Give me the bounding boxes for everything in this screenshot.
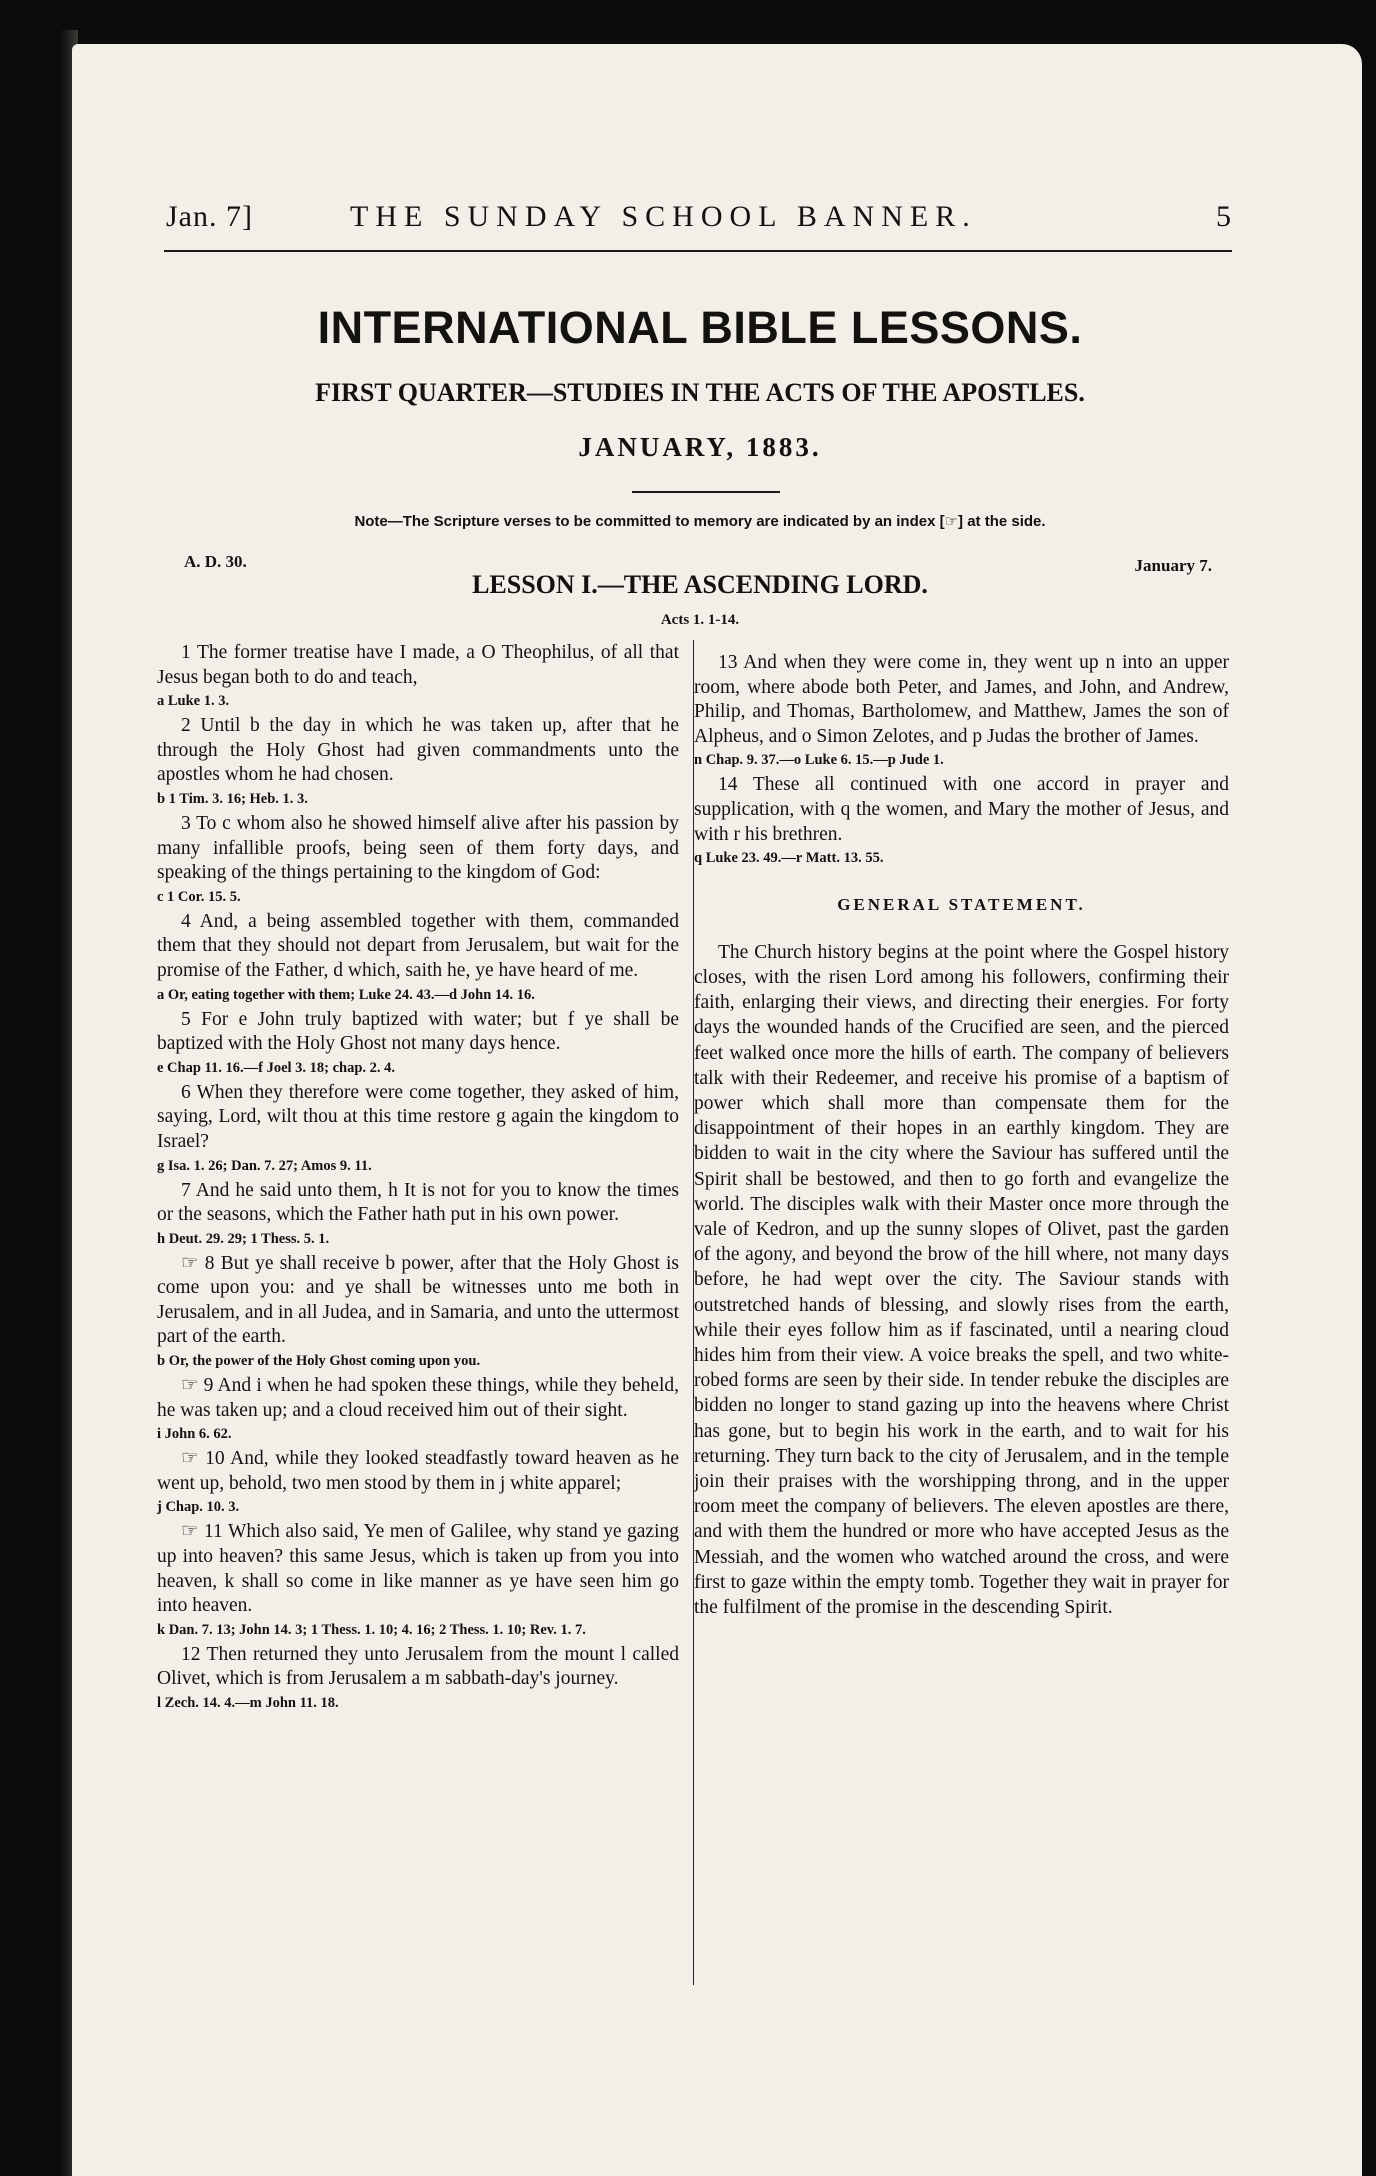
verse-cross-reference: n Chap. 9. 37.—o Luke 6. 15.—p Jude 1. — [694, 752, 944, 769]
verse-cross-reference: i John 6. 62. — [157, 1426, 232, 1443]
verse: 5 For e John truly baptized with water; but f ye shall be baptized with the Holy Ghost not many days hence. — [157, 1008, 679, 1055]
general-statement — [694, 940, 1229, 1620]
verse-cross-reference: b Or, the power of the Holy Ghost coming upon you. — [157, 1353, 481, 1370]
main-title: INTERNATIONAL BIBLE LESSONS. — [317, 302, 1083, 353]
verse-cross-reference: h Deut. 29. 29; 1 Thess. 5. 1. — [157, 1230, 330, 1247]
verse-cross-reference: a Luke 1. 3. — [157, 693, 230, 710]
header-periodical-title: THE SUNDAY SCHOOL BANNER. — [350, 200, 977, 233]
header-date: Jan. 7] — [166, 200, 253, 233]
verse-cross-reference: a Or, eating together with them; Luke 24. 43.—d John 14. 16. — [157, 986, 535, 1003]
verse: 1 The former treatise have I made, a O Theophilus, of all that Jesus began both to do and teach, — [157, 642, 679, 688]
anno-domini: A. D. 30. — [184, 552, 247, 571]
verse: ☞ 11 Which also said, Ye men of Galilee, why stand ye gazing up into heaven? this same Jesus, which is taken up from you into heaven, k shall so come in like manner as ye have seen him go into heaven. — [157, 1521, 679, 1617]
left-column — [157, 641, 679, 1716]
verse: 6 When they therefore were come together, they asked of him, saying, Lord, wilt thou at this time restore g again the kingdom to Israel? — [157, 1081, 679, 1152]
verse: 12 Then returned they unto Jerusalem from the mount l called Olivet, which is from Jerusalem a m sabbath-day's journey. — [157, 1643, 679, 1690]
page-number: 5 — [1216, 200, 1232, 233]
header-rule — [164, 250, 1232, 252]
right-column — [694, 651, 1229, 1620]
verse-cross-reference: q Luke 23. 49.—r Matt. 13. 55. — [694, 850, 884, 867]
verse: ☞ 10 And, while they looked steadfastly toward heaven as he went up, behold, two men stood by them in j white apparel; — [157, 1448, 679, 1494]
verse: 3 To c whom also he showed himself alive after his passion by many infallible proofs, being seen of them forty days, and speaking of the things pertaining to the kingdom of God: — [157, 812, 679, 884]
verse-cross-reference: c 1 Cor. 15. 5. — [157, 888, 241, 905]
month-heading: JANUARY, 1883. — [578, 432, 822, 462]
verse-cross-reference: b 1 Tim. 3. 16; Heb. 1. 3. — [157, 790, 308, 807]
verse-cross-reference: g Isa. 1. 26; Dan. 7. 27; Amos 9. 11. — [157, 1157, 372, 1174]
section-rule — [632, 491, 780, 493]
scripture-reference: Acts 1. 1-14. — [660, 612, 740, 628]
verse: 2 Until b the day in which he was taken up, after that he through the Holy Ghost had given commandments unto the apostles whom he had chosen. — [157, 715, 679, 786]
general-statement-heading: GENERAL STATEMENT. — [837, 895, 1086, 915]
subtitle: FIRST QUARTER—STUDIES IN THE ACTS OF THE APOSTLES. — [315, 378, 1085, 407]
lesson-title — [160, 570, 1240, 600]
verse: ☞ 9 And i when he had spoken these things, while they beheld, he was taken up; and a cloud received him out of their sight. — [157, 1375, 679, 1421]
right-column-verses — [694, 651, 1229, 867]
verse-cross-reference: j Chap. 10. 3. — [157, 1499, 240, 1516]
verse-cross-reference: e Chap 11. 16.—f Joel 3. 18; chap. 2. 4. — [157, 1059, 396, 1076]
verse: 4 And, a being assembled together with them, commanded them that they should not depart from Jerusalem, but wait for the promise of the Father, d which, saith he, ye have heard of me. — [157, 910, 679, 981]
lesson-date: January 7. — [1134, 556, 1212, 575]
verse-cross-reference: k Dan. 7. 13; John 14. 3; 1 Thess. 1. 10; 4. 16; 2 Thess. 1. 10; Rev. 1. 7. — [157, 1621, 586, 1638]
verse: 13 And when they were come in, they went up n into an upper room, where abode both Peter, and James, and John, and Andrew, Philip, and Thomas, Bartholomew, and Matthew, James the son of Alpheus, and o Simon Zelotes, and p Judas the brother of James. — [694, 652, 1229, 747]
verse: 14 These all continued with one accord in prayer and supplication, with q the women, and Mary the mother of Jesus, and with r his brethren. — [694, 774, 1229, 845]
running-header — [160, 200, 1240, 236]
verse-cross-reference: l Zech. 14. 4.—m John 11. 18. — [157, 1695, 339, 1711]
verse: ☞ 8 But ye shall receive b power, after that the Holy Ghost is come upon you: and ye shall be witnesses unto me both in Jerusalem, and in all Judea, and in Samaria, and unto the uttermost part of the earth. — [157, 1252, 679, 1348]
general-statement-text: The Church history begins at the point where the Gospel history closes, with the risen Lord among his followers, confirming their faith, enlarging their views, and directing their energies. For forty days the wounded hands of the Crucified are seen, and the pierced feet walked once more the hills of earth. The company of believers talk with their Redeemer, and receive his promise of a baptism of power which shall more than compensate them for the disappointment of their hopes in an earthly kingdom. They are bidden to wait in the city where the Saviour has suffered until the Spirit shall be bestowed, and then to go forth and evangelize the world. The disciples walk with their Master once more through the vale of Kedron, and up the sunny slopes of Olivet, past the garden of the agony, and beyond the brow of the hill where, not many days before, he had wept over the city. The Saviour stands with outstretched hands of blessing, and slowly rises from the earth, while their eyes follow him as if fascinated, until a nearing cloud hides him from their view. A voice breaks the spell, and two white-robed forms are seen by their side. In tender rebuke the disciples are bidden no longer to stand gazing up into the heavens where Christ has gone, but to begin his work in the earth, and to wait for his returning. They turn back to the city of Jerusalem, and in the temple join their praises with the worshipping throng, and in the upper room meet the company of believers. The eleven apostles are there, and with them the hundred or more who have accepted Jesus as the Messiah, and the women who watched around the cross, and were first to gaze within the empty tomb. Together they wait in prayer for the fulfilment of the promise in the descending Spirit. — [694, 941, 1229, 1619]
memory-note: Note—The Scripture verses to be committed to memory are indicated by an index [☞] at the side. — [354, 513, 1046, 530]
lesson-title-text: LESSON I.—THE ASCENDING LORD. — [472, 570, 928, 599]
verse: 7 And he said unto them, h It is not for you to know the times or the seasons, which the Father hath put in his own power. — [157, 1179, 679, 1226]
